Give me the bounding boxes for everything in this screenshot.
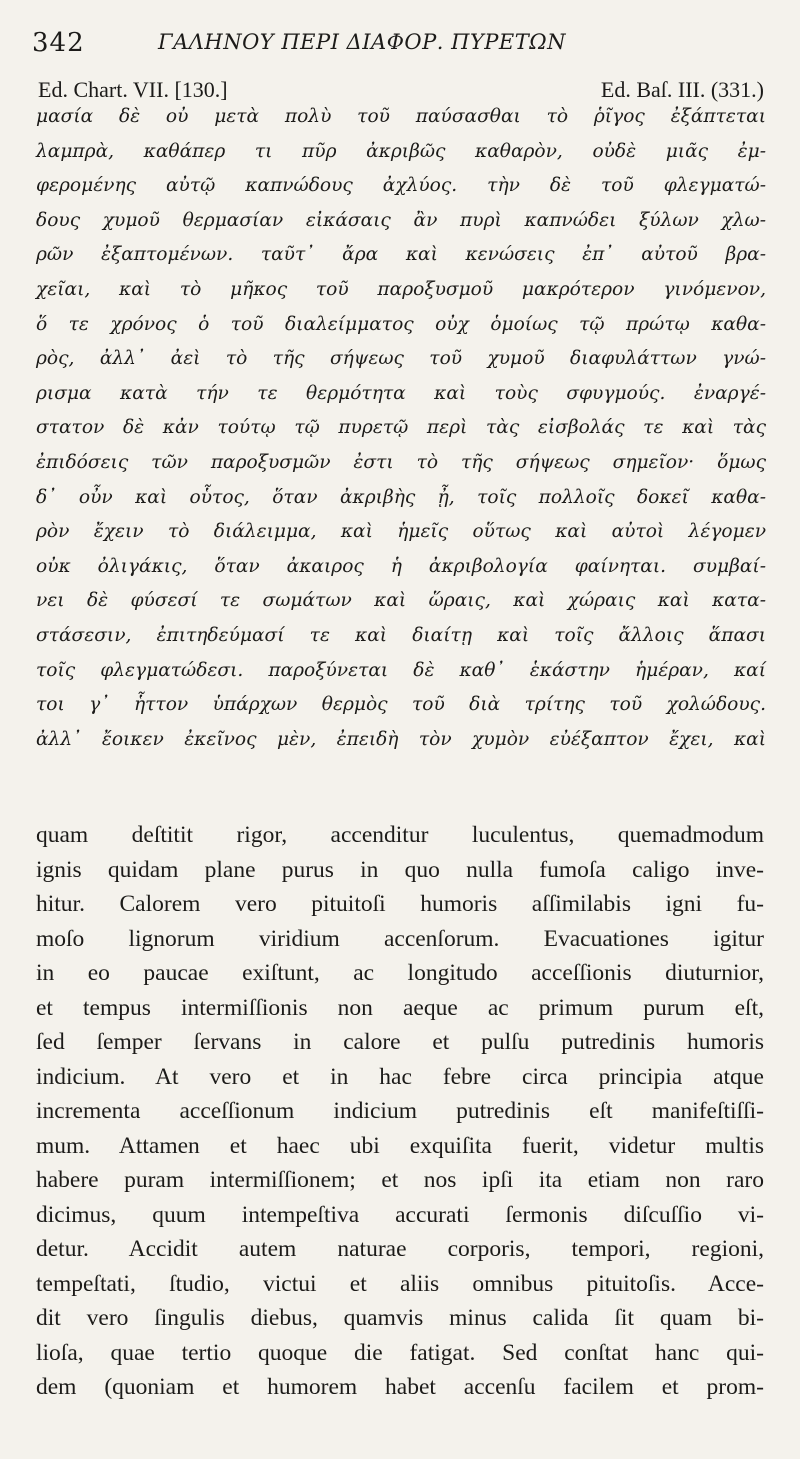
latin-line: indicium. At vero et in hac febre circa principia atque [36, 1063, 764, 1090]
greek-line: τοι γ᾽ ἧττον ὑπάρχων θερμὸς τοῦ διὰ τρίτης τοῦ χολώδους. [36, 694, 766, 716]
running-title: ΓΑΛΗΝΟΥ ΠΕΡΙ ΔΙΑΦΟΡ. ΠΥΡΕΤΩΝ [158, 30, 567, 54]
greek-line: δ᾽ οὖν καὶ οὗτος, ὅταν ἀκριβὴς ᾖ, τοῖς πολλοῖς δοκεῖ καθα- [36, 486, 766, 508]
latin-line: habere puram intermiſſionem; et nos ipſi ita etiam non raro [36, 1167, 764, 1193]
greek-line: τοῖς φλεγματώδεσι. παροξύνεται δὲ καθ᾽ ἑκάστην ἡμέραν, καί [36, 659, 766, 681]
latin-line: quam deſtitit rigor, accenditur luculentus, quemadmodum [36, 822, 764, 848]
greek-line: ἀλλ᾽ ἔοικεν ἐκεῖνος μὲν, ἐπειδὴ τὸν χυμὸν εὐέξαπτον ἔχει, καὶ [36, 728, 766, 750]
greek-line: νει δὲ φύσεσί τε σωμάτων καὶ ὥραις, καὶ χώραις καὶ κατα- [36, 590, 766, 612]
greek-line: στατον δὲ κἀν τούτῳ τῷ πυρετῷ περὶ τὰς εἰσβολάς τε καὶ τὰς [36, 417, 766, 439]
greek-line: ρὸν ἔχειν τὸ διάλειμμα, καὶ ἡμεῖς οὕτως καὶ αὐτοὶ λέγομεν [36, 521, 766, 543]
edition-chartier-reference: Ed. Chart. VII. [130.] [38, 77, 228, 102]
latin-line: in eo paucae exiſtunt, ac longitudo acceſſionis diuturnior, [36, 960, 764, 986]
latin-line: dicimus, quum intempeſtiva accurati ſermonis diſcuſſio vi- [36, 1201, 764, 1228]
page-number: 342 [32, 28, 85, 58]
latin-line: incrementa acceſſionum indicium putredinis eſt manifeſtiſſi- [36, 1098, 764, 1124]
greek-line: οὐκ ὀλιγάκις, ὅταν ἀκαιρος ἡ ἀκριβολογία φαίνηται. συμβαί- [36, 555, 766, 577]
latin-line: ſed ſemper ſervans in calore et pulſu putredinis humoris [36, 1029, 764, 1055]
greek-line: ρῶν ἐξαπτομένων. ταῦτ᾽ ἄρα καὶ κενώσεις ἐπ᾽ αὐτοῦ βρα- [36, 244, 766, 266]
latin-line: dit vero ſingulis diebus, quamvis minus calida ſit quam bi- [36, 1305, 764, 1331]
greek-line: φερομένης αὐτῷ καπνώδους ἀχλύος. τὴν δὲ τοῦ φλεγματώ- [36, 175, 766, 197]
greek-line: ὅ τε χρόνος ὁ τοῦ διαλείμματος οὐχ ὁμοίως τῷ πρώτῳ καθα- [36, 313, 766, 335]
greek-line: ρὸς, ἀλλ᾽ ἀεὶ τὸ τῆς σήψεως τοῦ χυμοῦ διαφυλάττων γνώ- [36, 348, 766, 370]
latin-line: lioſa, quae tertio quoque die fatigat. Sed conſtat hanc qui- [36, 1339, 764, 1366]
latin-line: moſo lignorum viridium accenſorum. Evacuationes igitur [36, 925, 764, 952]
greek-line: ρισμα κατὰ τήν τε θερμότητα καὶ τοὺς σφυγμούς. ἐναργέ- [36, 382, 766, 404]
greek-line: στάσεσιν, ἐπιτηδεύμασί τε καὶ διαίτῃ καὶ τοῖς ἄλλοις ἅπασι [36, 624, 766, 646]
greek-line: λαμπρὰ, καθάπερ τι πῦρ ἀκριβῶς καθαρὸν, οὐδὲ μιᾶς ἐμ- [36, 140, 766, 162]
greek-line: ἐπιδόσεις τῶν παροξυσμῶν ἐστι τὸ τῆς σήψεως σημεῖον· ὅμως [36, 451, 766, 473]
latin-line: ignis quidam plane purus in quo nulla fumoſa caligo inve- [36, 856, 764, 883]
greek-line: χεῖαι, καὶ τὸ μῆκος τοῦ παροξυσμοῦ μακρότερον γινόμενον, [36, 278, 766, 300]
latin-line: dem (quoniam et humorem habet accenſu facilem et prom- [36, 1374, 764, 1400]
latin-line: detur. Accidit autem naturae corporis, tempori, regioni, [36, 1236, 764, 1262]
edition-basel-reference: Ed. Baſ. III. (331.) [600, 77, 764, 102]
latin-line: mum. Attamen et haec ubi exquiſita fuerit, videtur multis [36, 1132, 764, 1159]
greek-line: μασία δὲ οὐ μετὰ πολὺ τοῦ παύσασθαι τὸ ῥῖγος ἐξάπτεται [36, 106, 766, 127]
greek-text-block [36, 100, 766, 757]
latin-text-block [36, 818, 764, 1405]
greek-line: δους χυμοῦ θερμασίαν εἰκάσαις ἂν πυρὶ καπνώδει ξύλων χλω- [36, 209, 766, 231]
latin-line: et tempus intermiſſionis non aeque ac primum purum eſt, [36, 994, 764, 1021]
running-head [32, 28, 772, 64]
latin-line: tempeſtati, ſtudio, victui et aliis omnibus pituitoſis. Acce- [36, 1270, 764, 1297]
latin-line: hitur. Calorem vero pituitoſi humoris aſſimilabis igni fu- [36, 891, 764, 917]
